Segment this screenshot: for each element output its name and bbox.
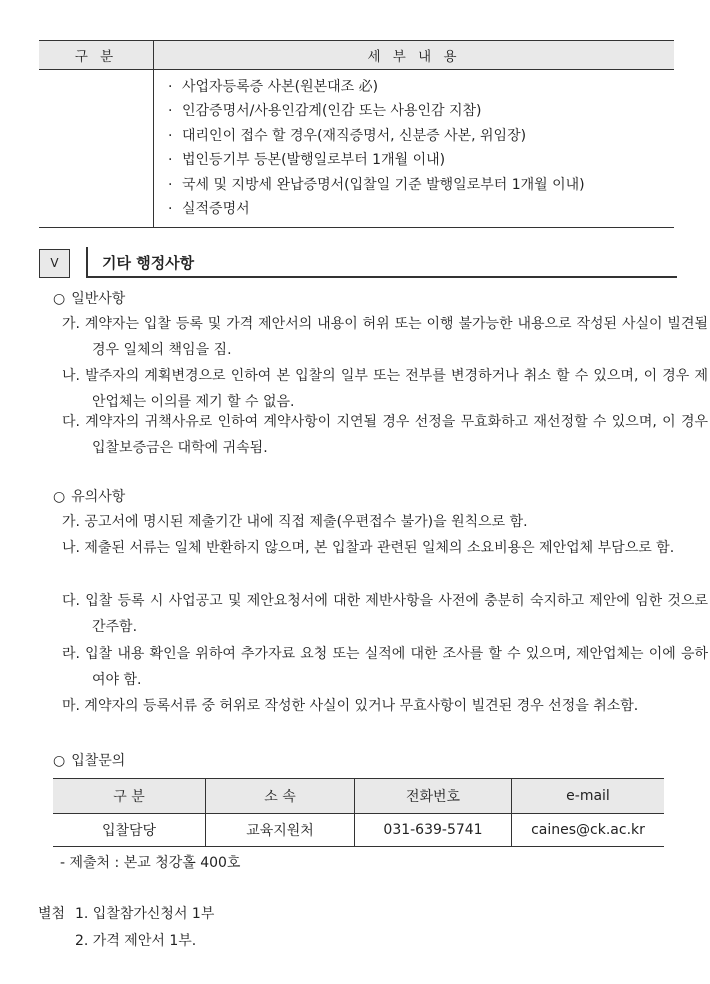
- circle-icon: ○: [53, 291, 66, 307]
- circle-icon: ○: [53, 753, 66, 769]
- document-item: · 대리인이 접수 할 경우(재직증명서, 신분증 사본, 위임장): [168, 124, 674, 148]
- general-heading: ○ 일반사항: [53, 291, 126, 307]
- document-item: · 법인등기부 등본(발행일로부터 1개월 이내): [168, 148, 674, 172]
- contact-table: [53, 778, 664, 847]
- attachments-label: 별첨: [38, 906, 66, 922]
- attachment-item: 1. 입찰참가신청서 1부: [75, 906, 215, 922]
- details-cell: [154, 70, 675, 228]
- attachment-item: 2. 가격 제안서 1부.: [75, 933, 197, 949]
- bullet-icon: ·: [168, 79, 173, 95]
- bullet-icon: ·: [168, 127, 173, 144]
- column-header-category: 구 분: [39, 41, 154, 70]
- bullet-icon: ·: [168, 103, 173, 120]
- document-item: · 인감증명서/사용인감계(인감 또는 사용인감 지참): [168, 99, 674, 123]
- submission-location: - 제출처 : 본교 청강홀 400호: [60, 855, 241, 871]
- notice-heading: ○ 유의사항: [53, 489, 126, 505]
- section-divider: [86, 247, 88, 276]
- notice-item: 라. 입찰 내용 확인을 위하여 추가자료 요청 또는 실적에 대한 조사를 할 수 있으며, 제안업체는 이에 응하여야 함.: [62, 646, 708, 688]
- category-cell: [39, 70, 154, 228]
- cell-email: caines@ck.ac.kr: [512, 814, 665, 847]
- document-item: · 사업자등록증 사본(원본대조 必): [168, 75, 674, 99]
- inquiry-heading: ○ 입찰문의: [53, 753, 126, 769]
- bullet-icon: ·: [168, 200, 173, 217]
- required-documents-table: [39, 40, 674, 228]
- circle-icon: ○: [53, 489, 66, 505]
- general-item: 가. 계약자는 입찰 등록 및 가격 제안서의 내용이 허위 또는 이행 불가능한 내용으로 작성된 사실이 빌견될 경우 일체의 책임을 짐.: [62, 316, 708, 358]
- bullet-icon: ·: [168, 152, 173, 169]
- section-title: 기타 행정사항: [102, 254, 195, 272]
- header-email: e-mail: [512, 779, 665, 814]
- notice-item: 가. 공고서에 명시된 제출기간 내에 직접 제출(우편접수 불가)을 원칙으로 함.: [62, 514, 528, 530]
- cell-department: 교육지원처: [206, 814, 355, 847]
- notice-item: 다. 입찰 등록 시 사업공고 및 제안요청서에 대한 제반사항을 사전에 충분히 숙지하고 제안에 임한 것으로 간주함.: [62, 593, 708, 635]
- bullet-icon: ·: [168, 176, 173, 193]
- document-item: · 국세 및 지방세 완납증명서(입찰일 기준 발행일로부터 1개월 이내): [168, 173, 674, 197]
- general-item: 나. 발주자의 계획변경으로 인하여 본 입찰의 일부 또는 전부를 변경하거나 취소 할 수 있으며, 이 경우 제안업체는 이의를 제기 할 수 없음.: [62, 368, 708, 410]
- notice-item: 마. 계약자의 등록서류 중 허위로 작성한 사실이 있거나 무효사항이 빌견된 경우 선정을 취소함.: [62, 698, 639, 714]
- column-header-details: 세 부 내 용: [154, 41, 675, 70]
- section-underline: [86, 276, 677, 278]
- cell-phone: 031-639-5741: [355, 814, 512, 847]
- header-phone: 전화번호: [355, 779, 512, 814]
- document-item: · 실적증명서: [168, 197, 674, 221]
- table-row: [53, 814, 664, 847]
- notice-item: 나. 제출된 서류는 일체 반환하지 않으며, 본 입찰과 관련된 일체의 소요비용은 제안업체 부담으로 함.: [62, 540, 675, 556]
- header-department: 소 속: [206, 779, 355, 814]
- general-item: 다. 계약자의 귀책사유로 인하여 계약사항이 지연될 경우 선정을 무효화하고 재선정할 수 있으며, 이 경우 입찰보증금은 대학에 귀속됨.: [62, 414, 708, 456]
- cell-category: 입찰담당: [53, 814, 206, 847]
- section-number-box: Ⅴ: [39, 249, 70, 278]
- contact-header-row: [53, 779, 664, 814]
- header-category: 구 분: [53, 779, 206, 814]
